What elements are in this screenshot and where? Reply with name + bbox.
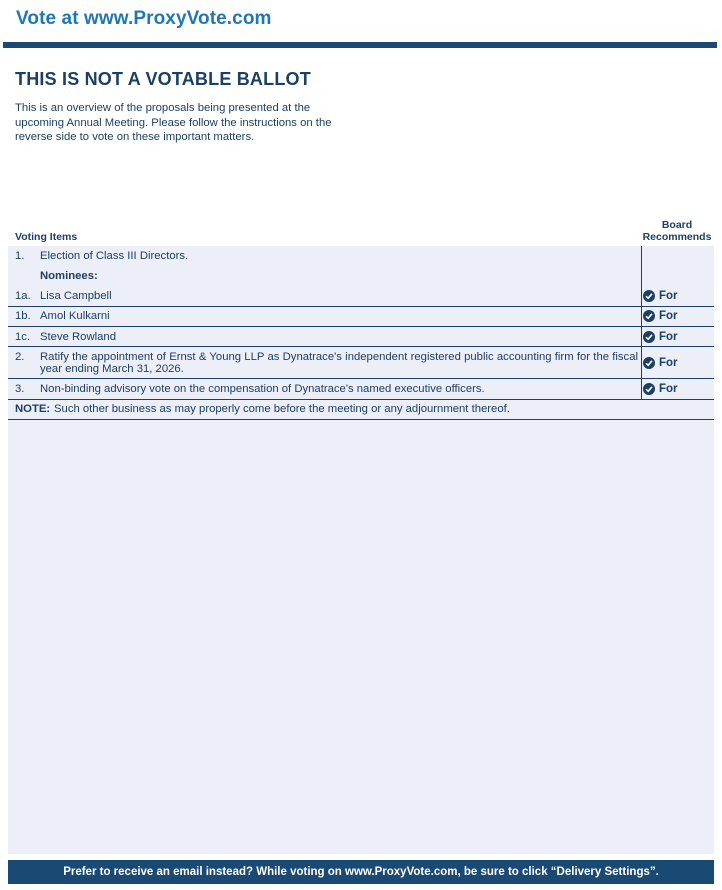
list-item [8, 270, 714, 286]
recommendation-label: For [659, 383, 678, 395]
recommendation [643, 331, 678, 343]
header [0, 0, 722, 48]
item-number: 3. [15, 383, 25, 395]
recommendation [643, 290, 678, 302]
item-number: 1. [15, 250, 25, 262]
item-text: Lisa Campbell [40, 290, 112, 302]
item-text: Election of Class III Directors. [40, 250, 189, 262]
item-text: Steve Rowland [40, 331, 116, 343]
recommendation-label: For [659, 310, 678, 322]
recommendation [643, 357, 678, 369]
table-row [8, 327, 714, 347]
voting-items-header: Voting Items [15, 231, 78, 243]
note-text: Such other business as may properly come before the meeting or any adjournment thereof. [54, 403, 510, 415]
item-number: 1a. [15, 290, 31, 302]
table-row [8, 307, 714, 327]
recommendation [643, 310, 678, 322]
check-icon [643, 310, 655, 322]
item-text: Ratify the appointment of Ernst & Young LLP as Dynatrace's independent registered public accounting firm for the fiscal year ending March 31, 2026. [40, 351, 638, 375]
board-recommends-header: Board Recommends [642, 219, 712, 243]
recommendation-label: For [659, 357, 678, 369]
site-title[interactable]: Vote at www.ProxyVote.com [16, 8, 272, 29]
nominees-label: Nominees: [40, 270, 98, 282]
recommendation-label: For [659, 331, 678, 343]
item-number: 1b. [15, 310, 31, 322]
check-icon [643, 290, 655, 302]
header-rule [3, 42, 717, 48]
check-icon [643, 357, 655, 369]
check-icon [643, 331, 655, 343]
note-label: NOTE: [15, 403, 51, 415]
table-row [8, 347, 714, 379]
recommendation [643, 383, 678, 395]
item-number: 1c. [15, 331, 31, 343]
item-text: Amol Kulkarni [40, 310, 110, 322]
item-number: 2. [15, 351, 25, 363]
table-row [8, 379, 714, 400]
ballot-intro: This is an overview of the proposals being presented at the upcoming Annual Meeting. Please follow the instructions on the reverse side to vote on these important matters. [15, 102, 332, 143]
list-item [8, 250, 714, 266]
ballot-heading: THIS IS NOT A VOTABLE BALLOT [15, 69, 311, 89]
check-icon [643, 383, 655, 395]
footer-banner: Prefer to receive an email instead? While voting on www.ProxyVote.com, be sure to click “Delivery Settings”. [8, 860, 714, 884]
recommendation-label: For [659, 290, 678, 302]
table-row [8, 288, 714, 307]
item-text: Non-binding advisory vote on the compensation of Dynatrace's named executive officers. [40, 383, 485, 395]
note-row [8, 400, 714, 420]
